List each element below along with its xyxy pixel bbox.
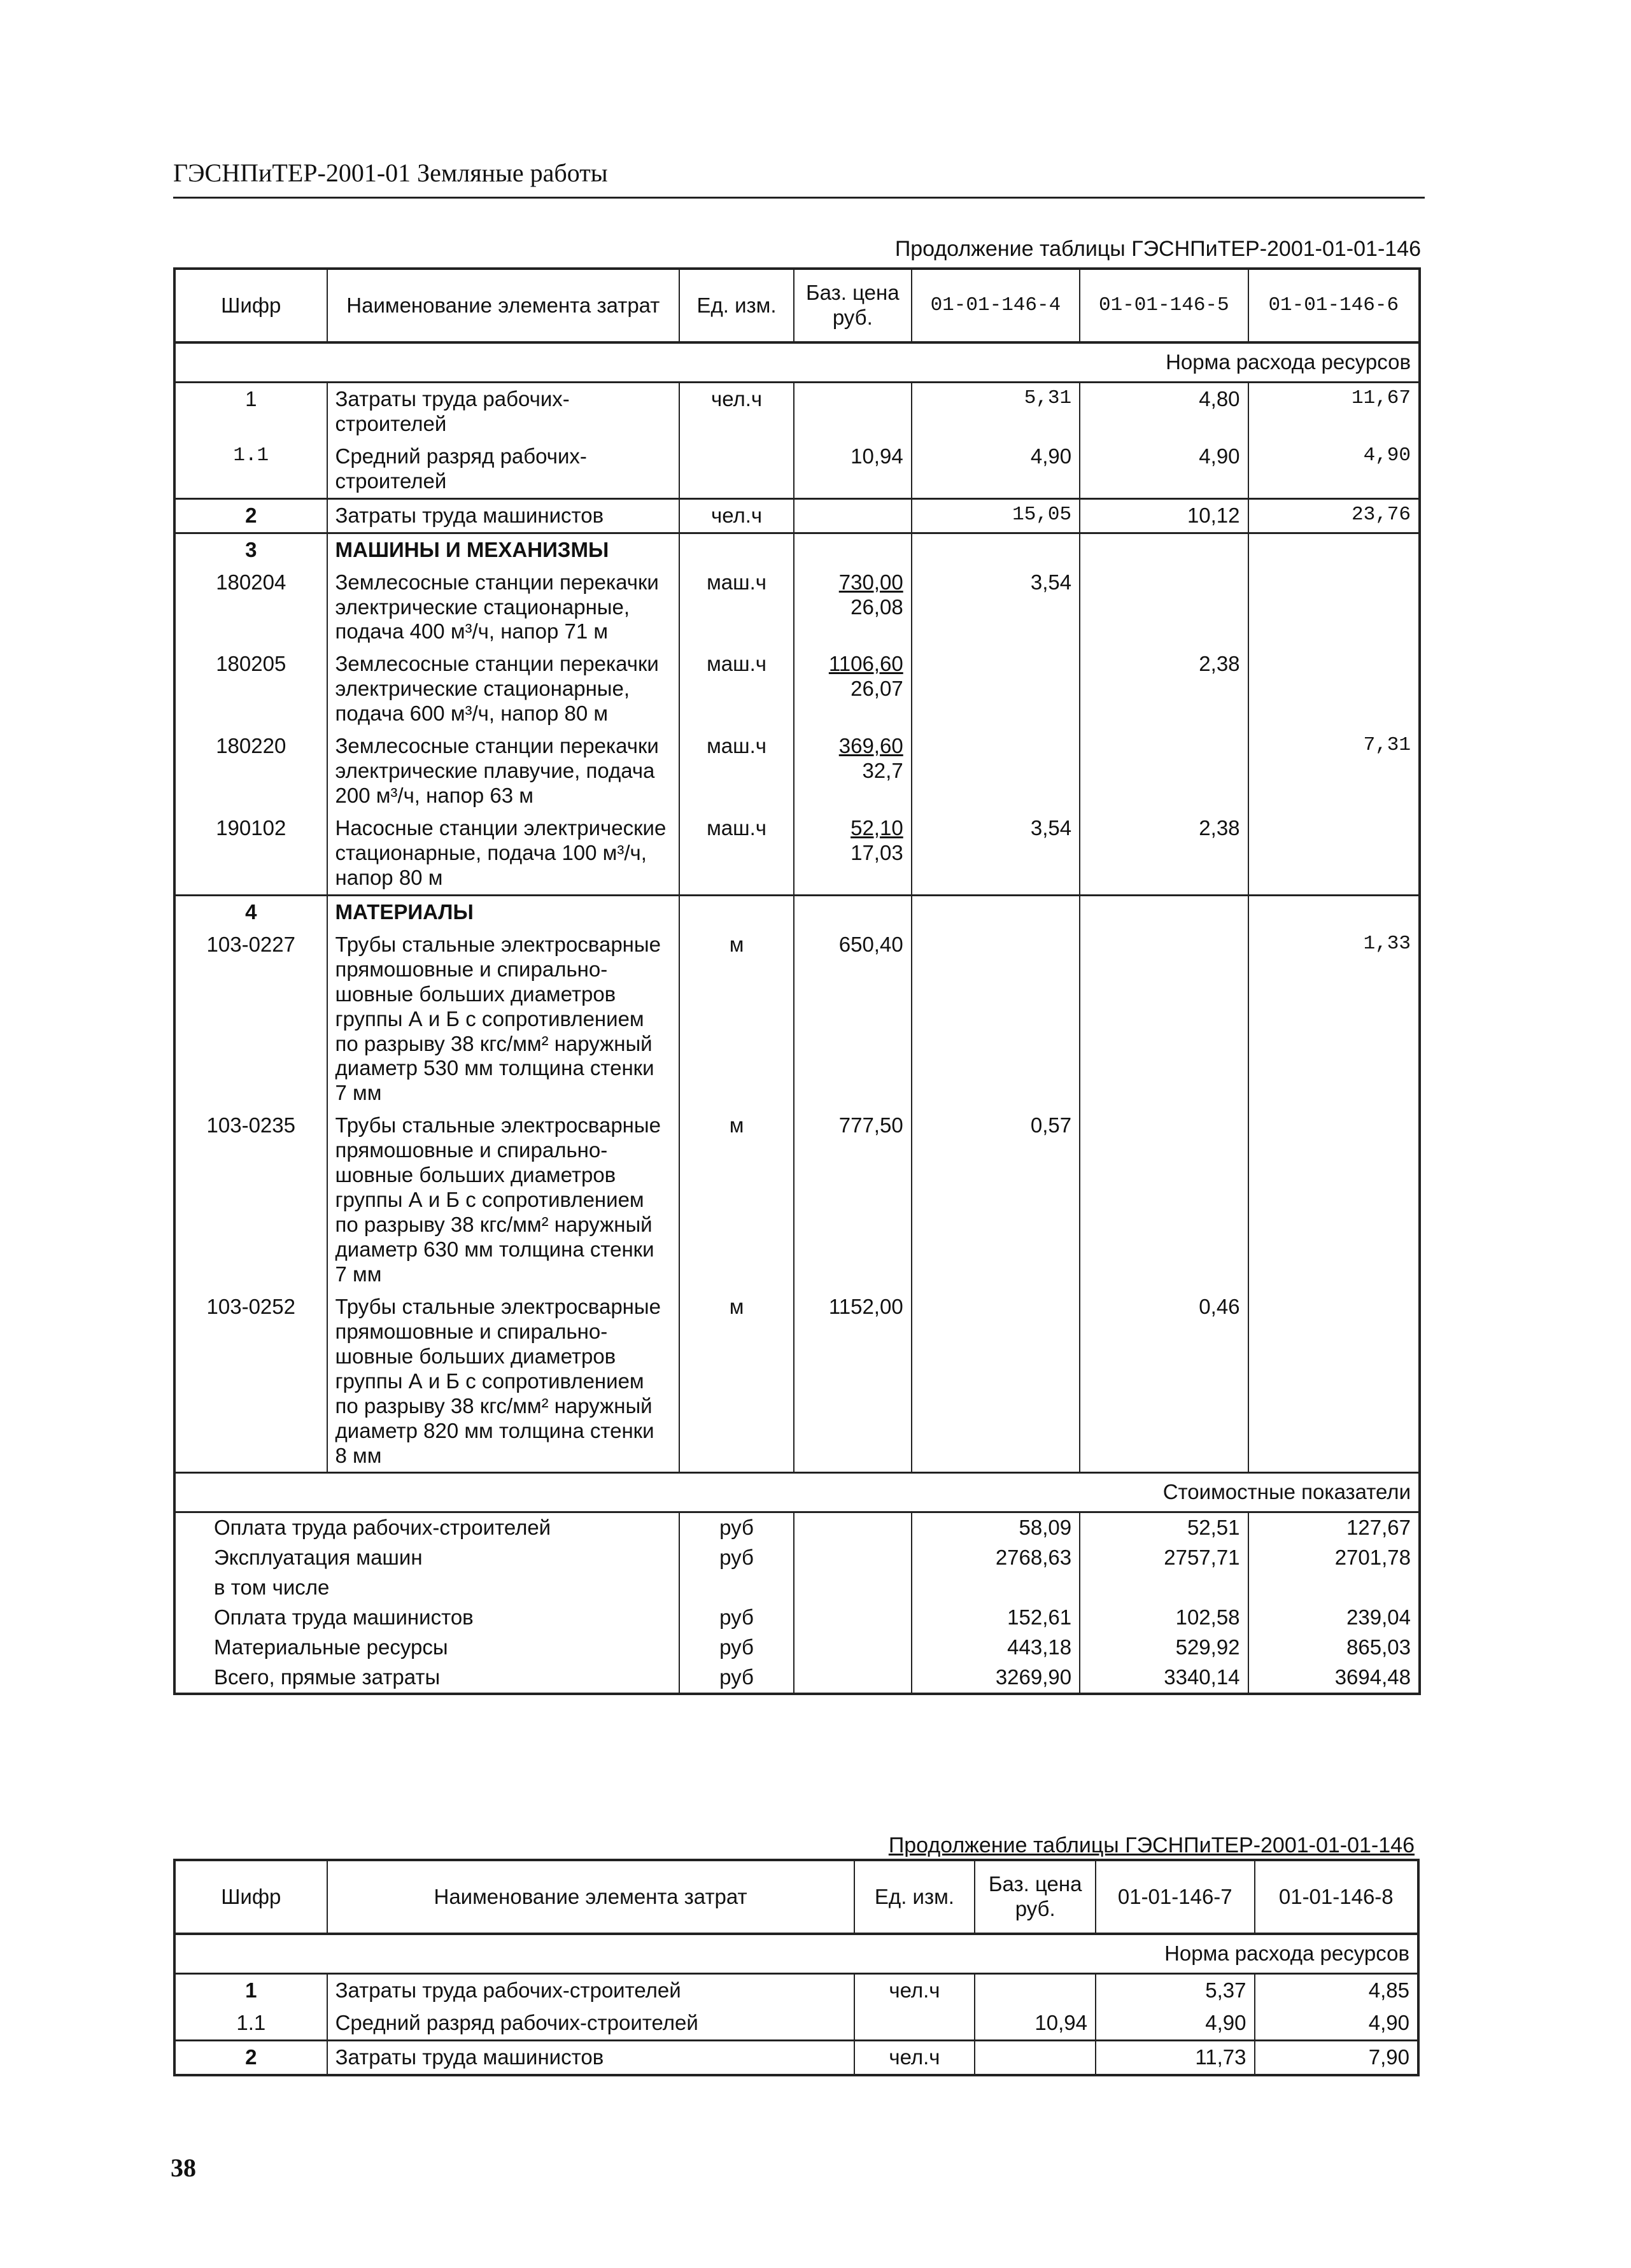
cost-label: Стоимостные показатели [174, 1473, 1420, 1512]
cost-v1: 443,18 [912, 1633, 1080, 1663]
col-unit: Ед. изм. [679, 269, 794, 342]
cell-price [975, 1973, 1096, 2006]
table-row [174, 2007, 1418, 2040]
cost-unit: руб [679, 1603, 794, 1633]
norm-label: Норма расхода ресурсов [174, 1934, 1418, 1973]
cost-row [174, 1543, 1420, 1573]
running-title: ГЭСНПиТЕР-2001-01 Земляные работы [173, 158, 1425, 199]
price-bottom: 26,07 [851, 677, 903, 701]
cell-unit: маш.ч [679, 730, 794, 812]
cell-code: 1 [245, 1978, 257, 2002]
table-row [174, 382, 1420, 440]
cell-v1 [912, 730, 1080, 812]
col-rate-2: 01-01-146-5 [1080, 269, 1248, 342]
cost-v3: 3694,48 [1248, 1663, 1420, 1694]
table-row [174, 1109, 1420, 1291]
table-row [174, 1291, 1420, 1473]
cell-name: Средний разряд рабочих-строителей [327, 440, 680, 498]
cell-v2 [1080, 567, 1248, 649]
cost-v1: 3269,90 [912, 1663, 1080, 1694]
cell-v1 [912, 929, 1080, 1110]
cell-v3: 7,31 [1248, 730, 1420, 812]
cell-v2: 0,46 [1080, 1291, 1248, 1473]
cost-v3: 239,04 [1248, 1603, 1420, 1633]
cell-name: Затраты труда машинистов [327, 498, 680, 533]
cost-v3 [1248, 1573, 1420, 1603]
col-price: Баз. цена руб. [975, 1860, 1096, 1934]
table-row [174, 440, 1420, 498]
cell-name: Землесосные станции перекачки электрические стационарные, подача 400 м³/ч, напор 71 м [327, 567, 680, 649]
cost-name: Материальные ресурсы [214, 1635, 448, 1659]
cell-v1: 5,31 [912, 382, 1080, 440]
cost-section-row [174, 1473, 1420, 1512]
cell-name: Землесосные станции перекачки электрические стационарные, подача 600 м³/ч, напор 80 м [327, 648, 680, 730]
col-name: Наименование элемента затрат [327, 269, 680, 342]
cell-v2: 4,90 [1255, 2007, 1418, 2040]
cell-name: Трубы стальные электросварные прямошовные и спирально-шовные больших диаметров группы А и Б с сопротивлением по разрыву 38 кгс/мм² наружный диаметр 530 мм толщина стенки 7 мм [327, 929, 680, 1110]
table1-caption: Продолжение таблицы ГЭСНПиТЕР-2001-01-01-146 [894, 237, 1421, 261]
cell-price: 1152,00 [794, 1291, 912, 1473]
cell-v2: 4,80 [1080, 382, 1248, 440]
cell-v1: 3,54 [912, 812, 1080, 895]
norm-section-row [174, 1934, 1418, 1973]
table-row [174, 2040, 1418, 2074]
cost-v2 [1080, 1573, 1248, 1603]
cell-price: 10,94 [794, 440, 912, 498]
materials-section-row [174, 895, 1420, 928]
table-row [174, 648, 1420, 730]
cost-row [174, 1603, 1420, 1633]
cell-v3 [1248, 1291, 1420, 1473]
cost-v1: 58,09 [912, 1512, 1080, 1543]
cell-code: 1.1 [233, 444, 269, 467]
cell-name: Насосные станции электрические стационарные, подача 100 м³/ч, напор 80 м [327, 812, 680, 895]
table-header-row [174, 269, 1420, 342]
price-top: 1106,60 [828, 652, 903, 676]
cell-name: Средний разряд рабочих-строителей [327, 2007, 854, 2040]
cell-unit: чел.ч [854, 2040, 975, 2074]
cell-v1: 5,37 [1096, 1973, 1255, 2006]
cell-v3 [1248, 812, 1420, 895]
cell-v3: 23,76 [1248, 498, 1420, 533]
col-rate-1: 01-01-146-7 [1096, 1860, 1255, 1934]
cell-v1: 4,90 [912, 440, 1080, 498]
cell-unit: чел.ч [679, 498, 794, 533]
col-code: Шифр [174, 269, 327, 342]
section-title: МАТЕРИАЛЫ [327, 895, 680, 928]
cell-code: 180204 [216, 570, 286, 594]
cell-v1 [912, 648, 1080, 730]
cell-price: 777,50 [794, 1109, 912, 1291]
cost-v2: 102,58 [1080, 1603, 1248, 1633]
cost-v2: 3340,14 [1080, 1663, 1248, 1694]
cost-unit: руб [679, 1663, 794, 1694]
cell-name: Затраты труда машинистов [327, 2040, 854, 2074]
cost-v3: 2701,78 [1248, 1543, 1420, 1573]
price-bottom: 32,7 [862, 759, 903, 783]
table-row [174, 929, 1420, 1110]
cell-v1: 11,73 [1096, 2040, 1255, 2074]
cost-name: Всего, прямые затраты [214, 1665, 441, 1689]
cell-code: 180220 [216, 734, 286, 758]
norm-label: Норма расхода ресурсов [174, 342, 1420, 382]
table-row [174, 730, 1420, 812]
cell-code: 2 [174, 498, 327, 533]
cell-v2: 2,38 [1080, 812, 1248, 895]
resource-table-2 [173, 1859, 1420, 2076]
resource-table-1 [173, 267, 1421, 1695]
cost-name: в том числе [214, 1575, 330, 1600]
cell-code: 103-0235 [206, 1113, 295, 1138]
cell-v2 [1080, 1109, 1248, 1291]
cell-v3 [1248, 1109, 1420, 1291]
cell-unit: маш.ч [679, 648, 794, 730]
cost-v1: 152,61 [912, 1603, 1080, 1633]
table-row [174, 1973, 1418, 2006]
section-title: МАШИНЫ И МЕХАНИЗМЫ [327, 533, 680, 566]
cell-v2: 10,12 [1080, 498, 1248, 533]
cell-unit [854, 2007, 975, 2040]
cell-v1: 4,90 [1096, 2007, 1255, 2040]
cell-code: 103-0252 [206, 1294, 295, 1318]
table-row [174, 498, 1420, 533]
cell-v1: 15,05 [912, 498, 1080, 533]
cell-name: Трубы стальные электросварные прямошовные и спирально-шовные больших диаметров группы А и Б с сопротивлением по разрыву 38 кгс/мм² наружный диаметр 630 мм толщина стенки 7 мм [327, 1109, 680, 1291]
cell-unit: м [679, 1291, 794, 1473]
col-price: Баз. цена руб. [794, 269, 912, 342]
cell-unit: м [679, 929, 794, 1110]
cell-v2: 7,90 [1255, 2040, 1418, 2074]
price-top: 52,10 [851, 816, 903, 840]
cell-unit [679, 440, 794, 498]
cost-v1: 2768,63 [912, 1543, 1080, 1573]
cell-unit: чел.ч [854, 1973, 975, 2006]
cost-unit: руб [679, 1543, 794, 1573]
price-top: 369,60 [838, 734, 903, 758]
cost-v3: 865,03 [1248, 1633, 1420, 1663]
cell-code: 3 [174, 533, 327, 566]
cell-price [794, 382, 912, 440]
cell-code: 103-0227 [206, 932, 295, 956]
table-row [174, 567, 1420, 649]
cost-unit: руб [679, 1512, 794, 1543]
col-unit: Ед. изм. [854, 1860, 975, 1934]
cell-v2: 2,38 [1080, 648, 1248, 730]
cost-v3: 127,67 [1248, 1512, 1420, 1543]
cell-code: 1.1 [236, 2010, 266, 2034]
cost-unit: руб [679, 1633, 794, 1663]
cell-price [794, 498, 912, 533]
cell-v1 [912, 1291, 1080, 1473]
cell-code: 4 [174, 895, 327, 928]
col-rate-2: 01-01-146-8 [1255, 1860, 1418, 1934]
cell-price: 10,94 [975, 2007, 1096, 2040]
table-header-row [174, 1860, 1418, 1934]
machines-section-row [174, 533, 1420, 566]
cost-row [174, 1573, 1420, 1603]
cost-name: Эксплуатация машин [214, 1546, 423, 1570]
cell-v1: 0,57 [912, 1109, 1080, 1291]
price-bottom: 26,08 [851, 595, 903, 619]
cell-code: 190102 [216, 816, 286, 840]
cell-code: 1 [245, 386, 257, 411]
cell-unit: маш.ч [679, 567, 794, 649]
cost-name: Оплата труда машинистов [214, 1605, 474, 1630]
cost-v1 [912, 1573, 1080, 1603]
table-row [174, 812, 1420, 895]
col-rate-1: 01-01-146-4 [912, 269, 1080, 342]
cell-unit: чел.ч [679, 382, 794, 440]
cost-v2: 529,92 [1080, 1633, 1248, 1663]
cost-row [174, 1633, 1420, 1663]
cell-unit: м [679, 1109, 794, 1291]
cell-name: Трубы стальные электросварные прямошовные и спирально-шовные больших диаметров группы А и Б с сопротивлением по разрыву 38 кгс/мм² наружный диаметр 820 мм толщина стенки 8 мм [327, 1291, 680, 1473]
price-top: 730,00 [838, 570, 903, 594]
cost-v2: 2757,71 [1080, 1543, 1248, 1573]
col-code: Шифр [174, 1860, 327, 1934]
cell-v2 [1080, 929, 1248, 1110]
cell-v3 [1248, 567, 1420, 649]
cell-v1: 3,54 [912, 567, 1080, 649]
norm-section-row [174, 342, 1420, 382]
cost-v2: 52,51 [1080, 1512, 1248, 1543]
cost-unit [679, 1573, 794, 1603]
cell-name: Затраты труда рабочих-строителей [327, 382, 680, 440]
col-rate-3: 01-01-146-6 [1248, 269, 1420, 342]
cell-code: 2 [174, 2040, 327, 2074]
cell-price: 650,40 [794, 929, 912, 1110]
cost-name: Оплата труда рабочих-строителей [214, 1516, 551, 1540]
cell-code: 180205 [216, 652, 286, 676]
cost-row [174, 1663, 1420, 1694]
cost-row [174, 1512, 1420, 1543]
cell-v3: 4,90 [1248, 440, 1420, 498]
page-number: 38 [171, 2153, 196, 2182]
cell-unit: маш.ч [679, 812, 794, 895]
cell-v2: 4,85 [1255, 1973, 1418, 2006]
cell-v2: 4,90 [1080, 440, 1248, 498]
col-name: Наименование элемента затрат [327, 1860, 854, 1934]
cell-price [975, 2040, 1096, 2074]
cell-v3 [1248, 648, 1420, 730]
price-bottom: 17,03 [851, 840, 903, 864]
cell-v2 [1080, 730, 1248, 812]
cell-v3: 11,67 [1248, 382, 1420, 440]
cell-name: Землесосные станции перекачки электрические плавучие, подача 200 м³/ч, напор 63 м [327, 730, 680, 812]
cell-name: Затраты труда рабочих-строителей [327, 1973, 854, 2006]
cell-v3: 1,33 [1248, 929, 1420, 1110]
table2-caption: Продолжение таблицы ГЭСНПиТЕР-2001-01-01-146 [888, 1833, 1415, 1857]
